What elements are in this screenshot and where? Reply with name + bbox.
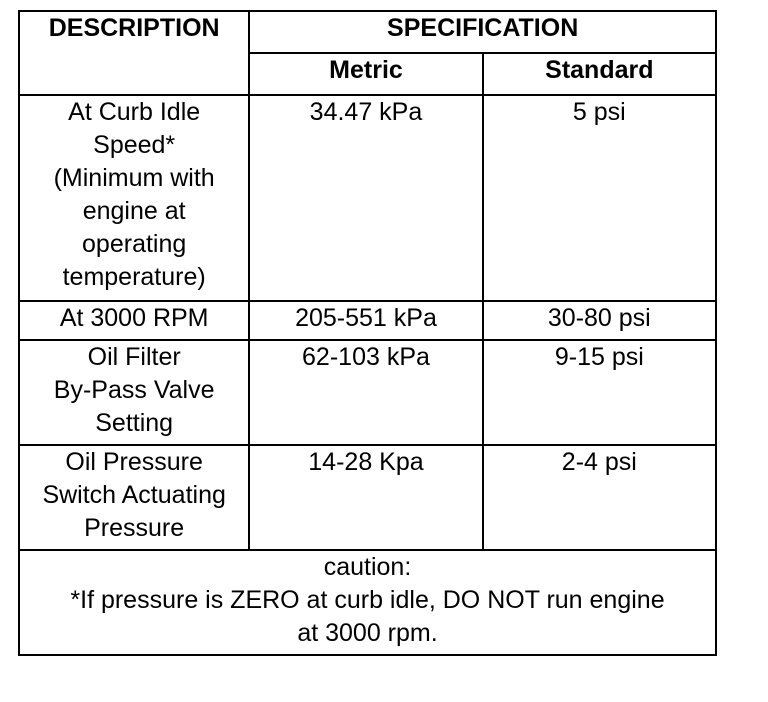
- caution-cell: [19, 550, 716, 655]
- metric-header: Metric: [249, 53, 482, 95]
- description-text: At 3000 RPM: [59, 304, 209, 332]
- description-text: At Curb Idle Speed* (Minimum with engine at operating temperature): [53, 98, 215, 291]
- oil-pressure-spec-table: [18, 10, 717, 656]
- specification-header: SPECIFICATION: [249, 11, 716, 53]
- description-text: Oil Pressure Switch Actuating Pressure: [42, 448, 226, 542]
- description-cell: [19, 340, 249, 445]
- description-header: DESCRIPTION: [19, 11, 249, 95]
- metric-cell: 34.47 kPa: [249, 95, 482, 301]
- standard-cell: 9-15 psi: [483, 340, 716, 445]
- standard-header: Standard: [483, 53, 716, 95]
- standard-cell: 30-80 psi: [483, 301, 716, 340]
- table-row: [19, 340, 716, 445]
- standard-cell: 5 psi: [483, 95, 716, 301]
- caution-text: *If pressure is ZERO at curb idle, DO NOT run engine at 3000 rpm.: [70, 586, 665, 647]
- table-row: [19, 301, 716, 340]
- caution-row: [19, 550, 716, 655]
- caution-label: caution:: [323, 553, 412, 581]
- standard-cell: 2-4 psi: [483, 445, 716, 550]
- description-cell: [19, 95, 249, 301]
- description-cell: [19, 445, 249, 550]
- description-cell: [19, 301, 249, 340]
- metric-cell: 14-28 Kpa: [249, 445, 482, 550]
- metric-cell: 205-551 kPa: [249, 301, 482, 340]
- table-row: [19, 95, 716, 301]
- table-row: [19, 445, 716, 550]
- metric-cell: 62-103 kPa: [249, 340, 482, 445]
- description-text: Oil Filter By-Pass Valve Setting: [53, 343, 215, 437]
